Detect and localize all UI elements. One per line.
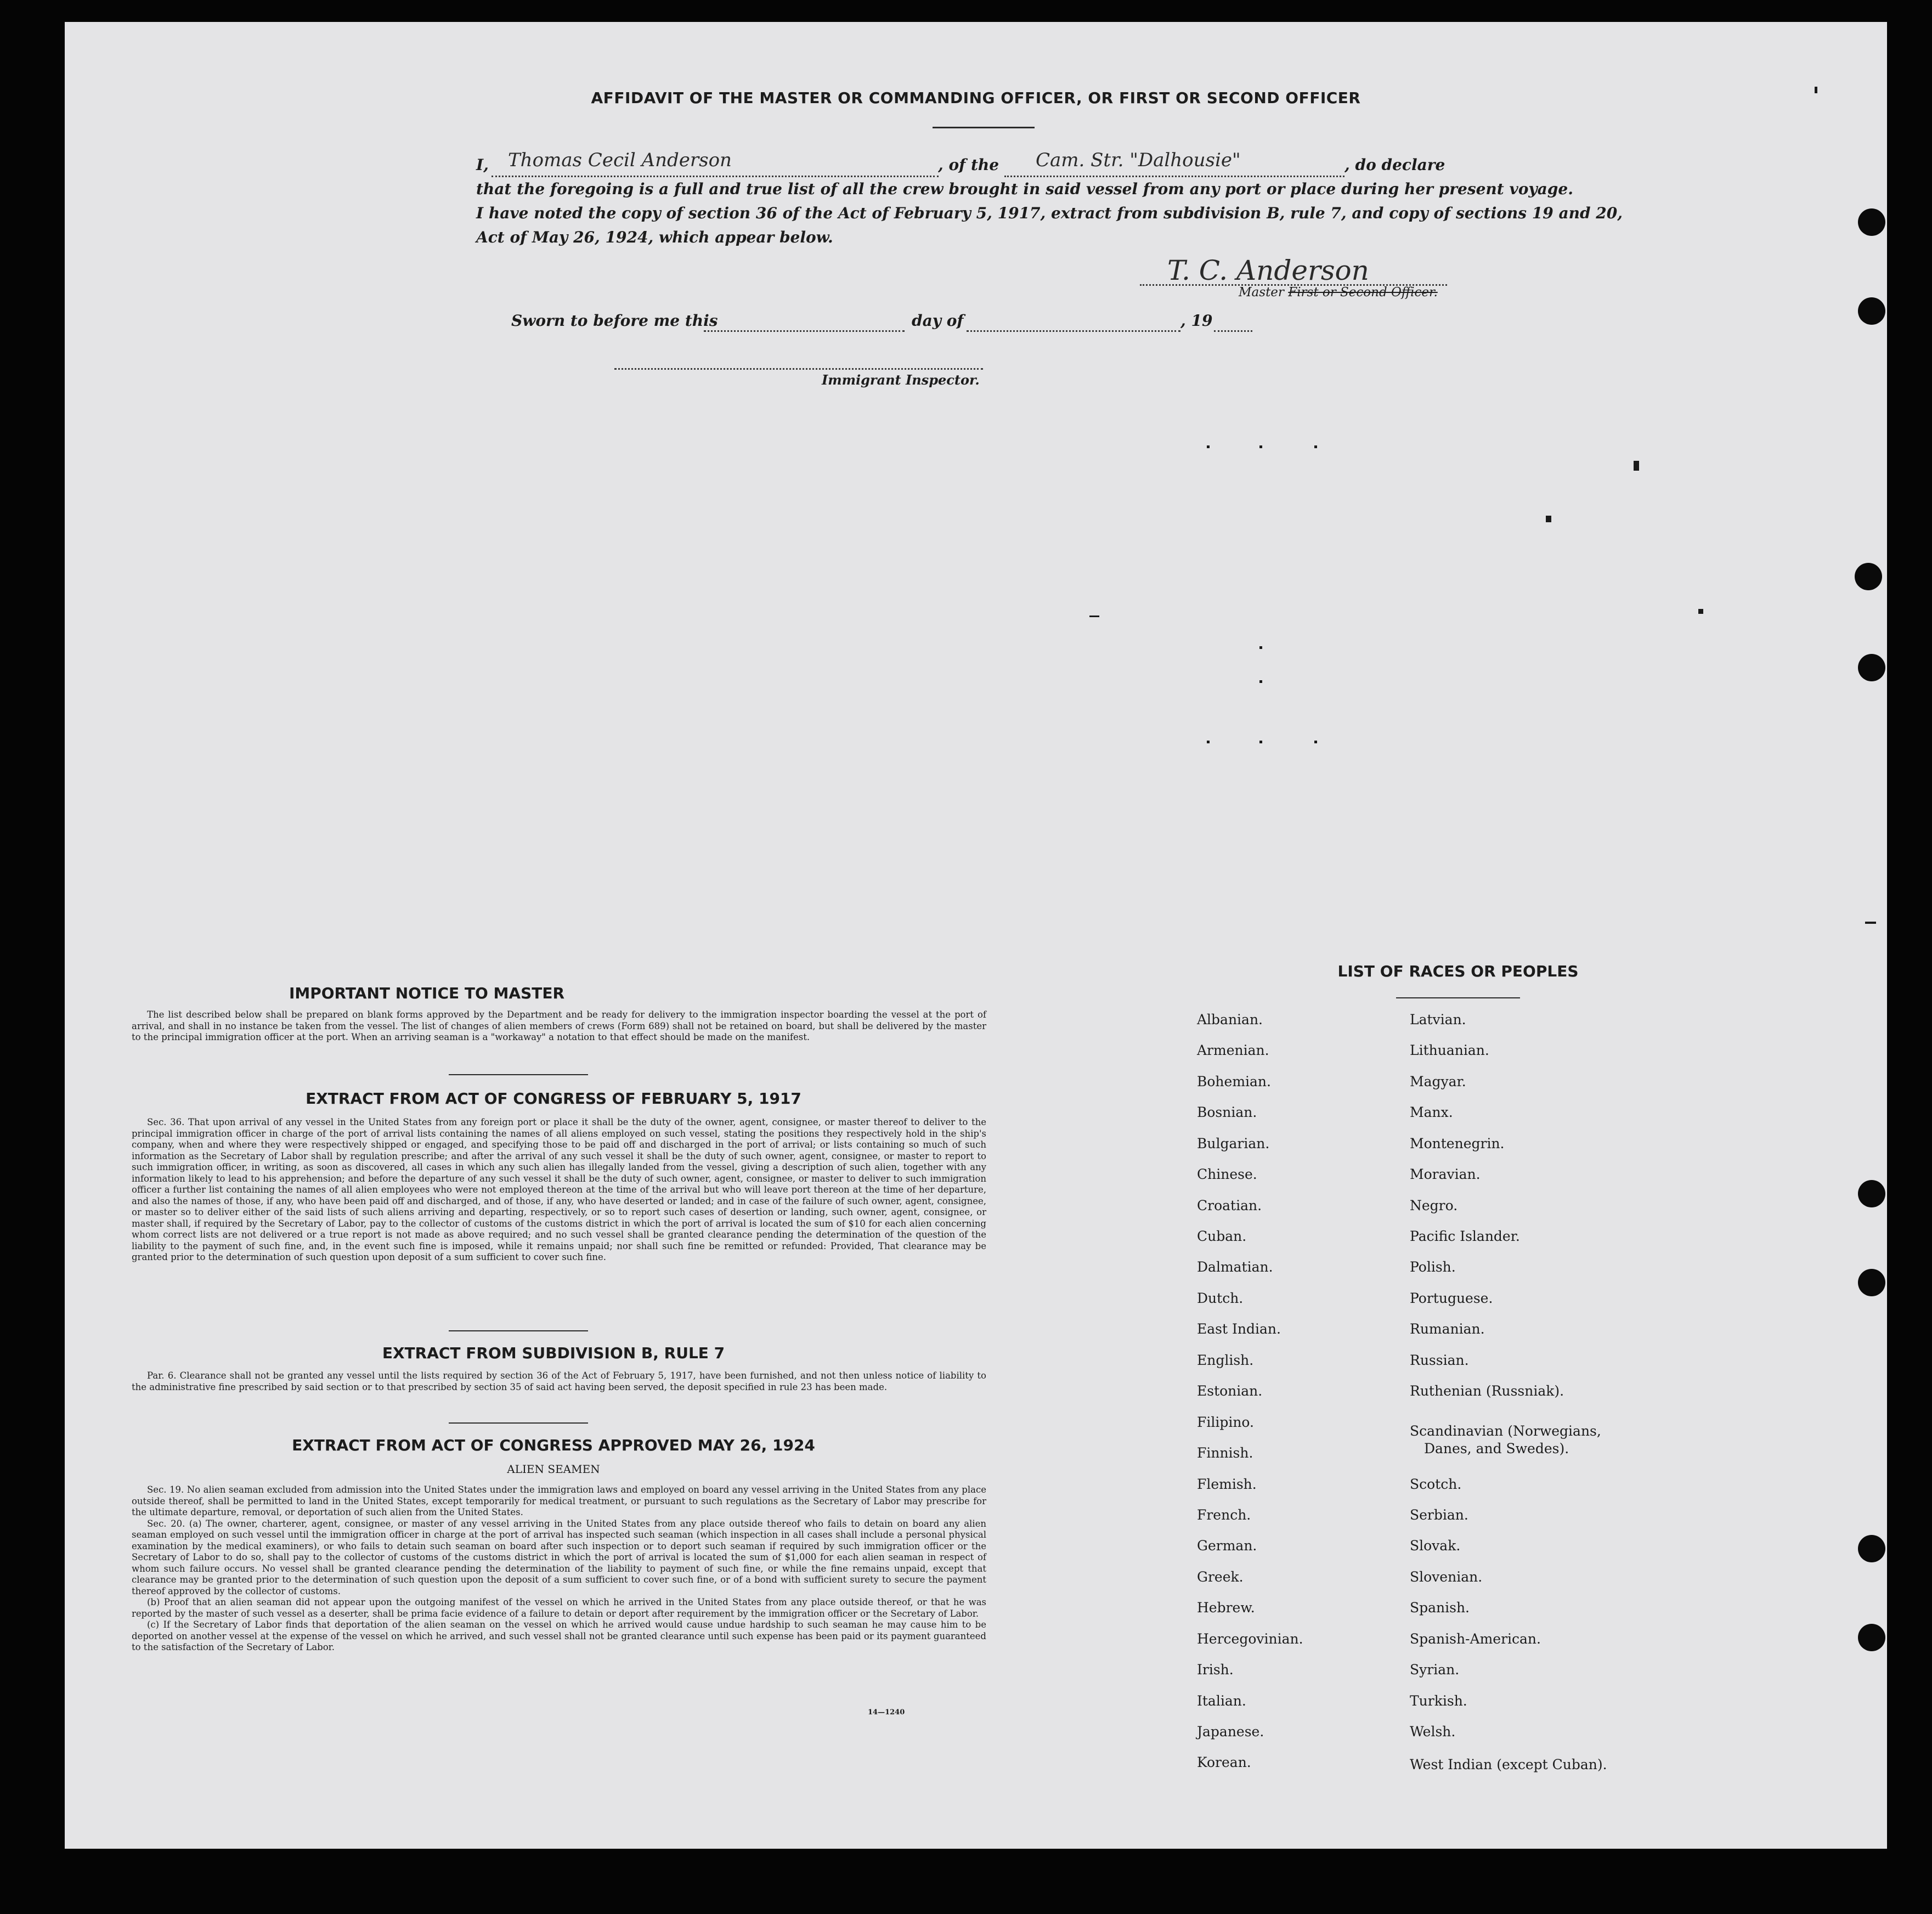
notice-body xyxy=(132,1009,986,1043)
binder-hole xyxy=(1858,654,1885,681)
binder-hole xyxy=(1858,1624,1885,1651)
extract-1917-paragraph: Sec. 36. That upon arrival of any vessel in the United States from any foreign port or place it shall be the duty of the owner, agent, consignee, or master thereof to deliver to the principal immigration officer in charge of the port of arrival lists containing the names of all aliens employed on such vessel, stating the positions they respectively hold in the ship's company, when and where they were respectively shipped or engaged, and specifying those to be paid off and discharged in the port of arrival; or lists containing so much of such information as the Secretary of Labor shall by regulation prescribe; and after the arrival of any such vessel it shall be the duty of such owner, agent, consignee, or master to report to such immigration officer, in writing, as soon as discovered, all cases in which any such alien has illegally landed from the vessel, giving a description of such alien, together with any information likely to lead to his apprehension; and before the departure of any such vessel it shall be the duty of such owner, agent, consignee, or master to deliver to such immigration officer a further list containing the names of all alien employees who were not employed thereon at the time of the arrival but who will leave port thereon at the time of her departure, and also the names of those, if any, who have been paid off and discharged, and of those, if any, who have deserted or landed; and in case of the failure of such owner, agent, consignee, or master so to deliver either of the said lists of such aliens arriving and departing, respectively, or so to report such cases of desertion or landing, such owner, agent, consignee, or master shall, if required by the Secretary of Labor, pay to the collector of customs of the customs district in which the port of arrival is located the sum of $10 for each alien concerning whom correct lists are not delivered or a true report is not made as above required; and no such vessel shall be granted clearance pending the determination of the question of the liability to the payment of such fine, and, in the event such fine is imposed, while it remains unpaid; nor shall such fine be remitted or refunded: Provided, That clearance may be granted prior to the determination of such question upon deposit of a sum sufficient to cover such fine. xyxy=(132,1117,986,1262)
binder-hole xyxy=(1858,1180,1885,1207)
races-heading: LIST OF RACES OR PEOPLES xyxy=(1337,962,1579,980)
name-handwriting: Thomas Cecil Anderson xyxy=(508,149,732,171)
affidavit-line-4: Act of May 26, 1924, which appear below. xyxy=(476,228,833,246)
race-item: Moravian. xyxy=(1410,1166,1481,1182)
extract-rule7-paragraph: Par. 6. Clearance shall not be granted any vessel until the lists required by section 36 of the Act of February 5, 1917, have been furnished, and not then unless notice of liability to the administrative fine prescribed by said section or to that prescribed by section 35 of said act having been served, the deposit specified in rule 23 has been made. xyxy=(132,1370,986,1392)
race-item: Slovak. xyxy=(1410,1538,1461,1554)
race-item: Spanish-American. xyxy=(1410,1631,1541,1647)
divider-1 xyxy=(449,1074,588,1075)
race-item: Latvian. xyxy=(1410,1012,1466,1027)
sworn-date-line xyxy=(704,330,905,332)
notice-heading: IMPORTANT NOTICE TO MASTER xyxy=(289,984,565,1002)
inspector-line xyxy=(614,368,983,370)
extract-1924-body xyxy=(132,1484,986,1653)
signature-caption-master: Master xyxy=(1239,285,1284,300)
extract-1917-heading: EXTRACT FROM ACT OF CONGRESS OF FEBRUARY 5, 1917 xyxy=(306,1089,801,1108)
binder-hole xyxy=(1858,297,1885,325)
race-item: Serbian. xyxy=(1410,1507,1468,1523)
inspector-label: Immigrant Inspector. xyxy=(822,372,980,388)
dust-speck xyxy=(1207,741,1210,743)
race-item: Scotch. xyxy=(1410,1476,1462,1492)
binder-hole xyxy=(1855,563,1882,590)
race-item: Hebrew. xyxy=(1197,1600,1255,1616)
race-item: Dutch. xyxy=(1197,1290,1244,1306)
extract-rule7-heading: EXTRACT FROM SUBDIVISION B, RULE 7 xyxy=(382,1344,725,1362)
title-divider xyxy=(933,127,1035,128)
race-item: Croatian. xyxy=(1197,1198,1262,1213)
race-item: Syrian. xyxy=(1410,1662,1460,1678)
dust-speck xyxy=(1259,741,1262,743)
do-declare-label: , do declare xyxy=(1345,156,1445,174)
race-item: Filipino. xyxy=(1197,1414,1254,1430)
race-item: Flemish. xyxy=(1197,1476,1257,1492)
race-item: Slovenian. xyxy=(1410,1569,1483,1585)
extract-1924-heading: EXTRACT FROM ACT OF CONGRESS APPROVED MAY 26, 1924 xyxy=(292,1436,815,1454)
race-item: Spanish. xyxy=(1410,1600,1470,1616)
sec-20b-paragraph: (b) Proof that an alien seaman did not appear upon the outgoing manifest of the vessel on which he arrived in the United States from any place outside thereof, or that he was reported by the master of such vessel as a deserter, shall be prima facie evidence of a failure to detain or deport after requirement by the immigration officer or the Secretary of Labor. xyxy=(132,1597,986,1619)
dust-speck xyxy=(1634,461,1639,471)
race-item: Montenegrin. xyxy=(1410,1136,1505,1151)
race-item: Ruthenian (Russniak). xyxy=(1410,1383,1564,1399)
race-item: Albanian. xyxy=(1197,1012,1263,1027)
vessel-handwriting: Cam. Str. "Dalhousie" xyxy=(1036,149,1241,171)
race-item: Rumanian. xyxy=(1410,1321,1485,1337)
i-label: I, xyxy=(476,156,489,174)
race-item: Dalmatian. xyxy=(1197,1259,1273,1275)
dust-speck xyxy=(1089,616,1099,617)
dust-speck xyxy=(1546,516,1551,522)
binder-hole xyxy=(1858,1535,1885,1562)
race-item: Welsh. xyxy=(1410,1724,1456,1740)
race-item: Portuguese. xyxy=(1410,1290,1493,1306)
signature-handwriting: T. C. Anderson xyxy=(1167,255,1369,286)
race-item: Polish. xyxy=(1410,1259,1456,1275)
notice-paragraph: The list described below shall be prepared on blank forms approved by the Department and be ready for delivery to the immigration inspector boarding the vessel at the port of arrival, and shall in no instance be taken from the vessel. The list of changes of alien members of crews (Form 689) shall not be retained on board, but shall be delivered by the master to the principal immigration officer at the port. When an arriving seaman is a "workaway" a notation to that effect should be made on the manifest. xyxy=(132,1009,986,1042)
race-item: Irish. xyxy=(1197,1662,1234,1678)
vessel-line xyxy=(1004,176,1345,177)
sworn-year-line xyxy=(1214,330,1252,332)
race-item: Korean. xyxy=(1197,1754,1251,1770)
race-item: German. xyxy=(1197,1538,1257,1554)
race-item: Magyar. xyxy=(1410,1074,1466,1089)
binder-hole xyxy=(1858,1269,1885,1296)
dust-speck xyxy=(1314,741,1317,743)
race-item: English. xyxy=(1197,1352,1254,1368)
sworn-label: Sworn to before me this xyxy=(511,312,718,330)
dust-speck xyxy=(1259,445,1262,448)
dust-speck xyxy=(1259,646,1262,649)
extract-rule7-body xyxy=(132,1370,986,1393)
race-item: Turkish. xyxy=(1410,1693,1467,1709)
races-divider xyxy=(1396,997,1520,998)
race-item: Armenian. xyxy=(1197,1042,1269,1058)
signature-caption-struck: First or Second Officer. xyxy=(1288,285,1438,300)
race-item: Estonian. xyxy=(1197,1383,1263,1399)
race-item: Cuban. xyxy=(1197,1228,1247,1244)
race-item: East Indian. xyxy=(1197,1321,1281,1337)
dust-speck xyxy=(1314,445,1317,448)
race-item: Hercegovinian. xyxy=(1197,1631,1303,1647)
divider-2 xyxy=(449,1330,588,1331)
race-item: Scandinavian (Norwegians, xyxy=(1410,1423,1601,1439)
binder-hole xyxy=(1858,208,1885,236)
document-page xyxy=(65,22,1887,1849)
day-of-label: day of xyxy=(912,312,964,330)
affidavit-line-3: I have noted the copy of section 36 of the Act of February 5, 1917, extract from subdivision B, rule 7, and copy of sections 19 and 20, xyxy=(476,204,1623,222)
divider-3 xyxy=(449,1422,588,1424)
year-label: , 19 xyxy=(1180,312,1213,330)
of-the-label: , of the xyxy=(938,156,999,174)
sworn-month-line xyxy=(967,330,1180,332)
dust-speck xyxy=(1207,445,1210,448)
race-item: Bulgarian. xyxy=(1197,1136,1270,1151)
race-item: Negro. xyxy=(1410,1198,1458,1213)
race-item: Bosnian. xyxy=(1197,1104,1257,1120)
sec-20a-paragraph: Sec. 20. (a) The owner, charterer, agent, consignee, or master of any vessel arriving in the United States from any place outside thereof who fails to detain on board any alien seaman employed on such vessel until the immigration officer in charge at the port of arrival has inspected such seaman (which inspection in all cases shall include a personal physical examination by the medical examiners), or who fails to detain such seaman on board after such inspection or to deport such seaman if required by such immigration officer or the Secretary of Labor to do so, shall pay to the collector of customs of the customs district in which the port of arrival is located the sum of $1,000 for each alien seaman in respect of whom such failure occurs. No vessel shall be granted clearance pending the determination of the liability to payment of such fine, or while the fine remains unpaid, except that clearance may be granted prior to the determination of such question upon the deposit of a sum sufficient to cover such fine, or of a bond with sufficient surety to secure the payment thereof approved by the collector of customs. xyxy=(132,1518,986,1596)
affidavit-line-2: that the foregoing is a full and true list of all the crew brought in said vessel from any port or place during her present voyage. xyxy=(476,180,1573,198)
race-item: Manx. xyxy=(1410,1104,1453,1120)
dust-speck xyxy=(1698,609,1703,614)
race-item: Italian. xyxy=(1197,1693,1246,1709)
dust-speck xyxy=(1815,87,1817,93)
dust-speck xyxy=(1865,922,1876,924)
form-number: 14—1240 xyxy=(868,1708,905,1717)
signature-caption xyxy=(1239,285,1438,300)
race-item: Pacific Islander. xyxy=(1410,1228,1520,1244)
race-item: Lithuanian. xyxy=(1410,1042,1489,1058)
race-item: Bohemian. xyxy=(1197,1074,1271,1089)
sec-19-paragraph: Sec. 19. No alien seaman excluded from admission into the United States under the immigration laws and employed on board any vessel arriving in the United States from any place outside thereof, shall be permitted to land in the United States, except temporarily for medical treatment, or pursuant to such regulations as the Secretary of Labor may prescribe for the ultimate departure, removal, or deportation of such alien from the United States. xyxy=(132,1484,986,1517)
affidavit-title: AFFIDAVIT OF THE MASTER OR COMMANDING OFFICER, OR FIRST OR SECOND OFFICER xyxy=(591,89,1361,107)
alien-seamen-subheading: ALIEN SEAMEN xyxy=(507,1463,600,1476)
race-item: Greek. xyxy=(1197,1569,1244,1585)
race-item: West Indian (except Cuban). xyxy=(1410,1757,1607,1772)
race-item: Japanese. xyxy=(1197,1724,1264,1740)
dust-speck xyxy=(1259,680,1262,683)
extract-1917-body xyxy=(132,1117,986,1263)
race-item: Danes, and Swedes). xyxy=(1424,1441,1569,1456)
race-item: Chinese. xyxy=(1197,1166,1257,1182)
race-item: Russian. xyxy=(1410,1352,1469,1368)
race-item: Finnish. xyxy=(1197,1445,1253,1461)
name-line xyxy=(492,176,939,177)
race-item: French. xyxy=(1197,1507,1251,1523)
sec-20c-paragraph: (c) If the Secretary of Labor finds that deportation of the alien seaman on the vessel on which he arrived would cause undue hardship to such seaman he may cause him to be deported on another vessel at the expense of the vessel on which he arrived, and such vessel shall not be granted clearance until such expense has been paid or its payment guaranteed to the satisfaction of the Secretary of Labor. xyxy=(132,1619,986,1652)
